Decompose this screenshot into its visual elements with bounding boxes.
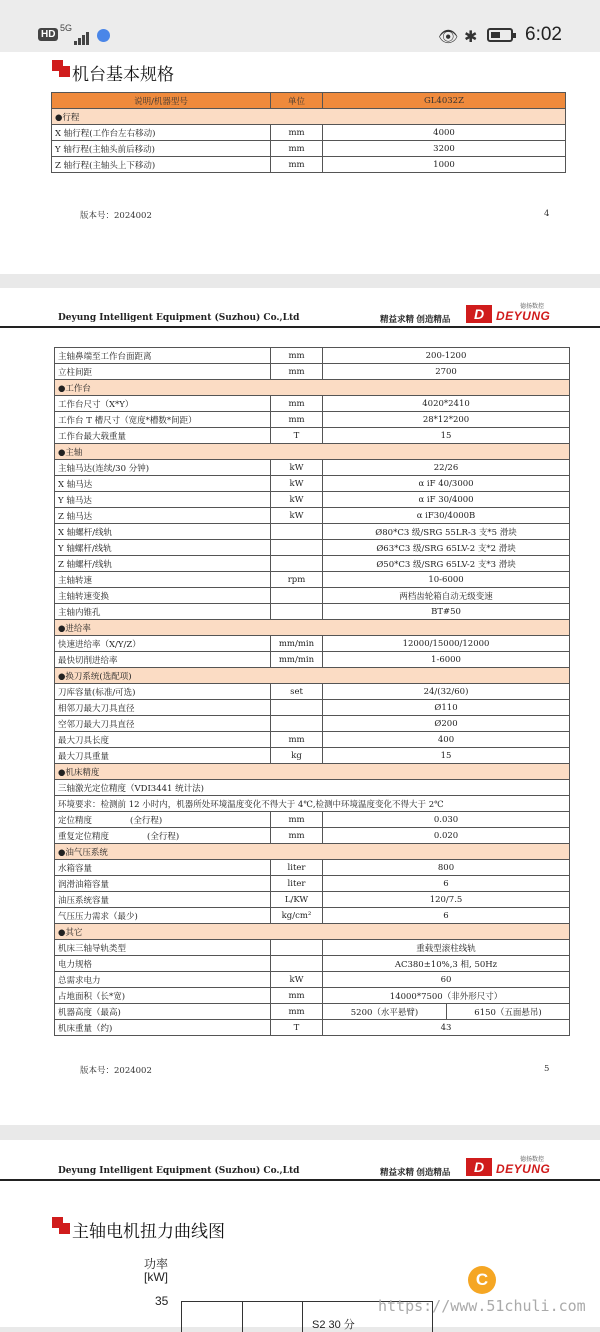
company-logo: D DEYUNG 德扬数控 <box>466 1156 552 1178</box>
table-row: 润滑油箱容量 liter 6 <box>55 876 570 892</box>
clock: 6:02 <box>525 24 562 45</box>
header-divider <box>0 1179 600 1181</box>
table-row: 主轴鼻端至工作台面距离 mm 200-1200 <box>55 348 570 364</box>
app-notification-icon <box>97 29 110 42</box>
slogan: 精益求精 创造精品 <box>380 1167 451 1177</box>
table-row: 立柱间距 mm 2700 <box>55 364 570 380</box>
table-row: Z 轴马达 kW α iF30/4000B <box>55 508 570 524</box>
table-row: 电力规格 AC380±10%,3 相, 50Hz <box>55 956 570 972</box>
company-name: Deyung Intelligent Equipment (Suzhou) Co.,Ltd <box>58 1166 300 1176</box>
table-row: 主轴马达(连续/30 分钟) kW 22/26 <box>55 460 570 476</box>
section-row: ●其它 <box>55 924 570 940</box>
table-header-row: 说明/机器型号 单位 GL4032Z <box>52 93 566 109</box>
table-row: X 轴马达 kW α iF 40/3000 <box>55 476 570 492</box>
bluetooth-icon: ✱ <box>464 29 478 46</box>
status-bar <box>0 0 600 52</box>
table-row: 水箱容量 liter 800 <box>55 860 570 876</box>
logo-mark-icon: D <box>466 305 492 323</box>
chart-y-tick: 35 <box>155 1294 169 1308</box>
section-row: ●换刀系统(选配项) <box>55 668 570 684</box>
table-row: 工作台 T 槽尺寸（宽度*槽数*间距） mm 28*12*200 <box>55 412 570 428</box>
table-row: 环境要求：检测前 12 小时内，机器所处环境温度变化不得大于 4℃,检测中环境温度变化不得大于 2℃ <box>55 796 570 812</box>
table-row: 最大刀具重量 kg 15 <box>55 748 570 764</box>
spec-table <box>54 347 570 1036</box>
section-row: ●工作台 <box>55 380 570 396</box>
table-row: 最大刀具长度 mm 400 <box>55 732 570 748</box>
table-row: 三轴激光定位精度（VDI3441 统计法) <box>55 780 570 796</box>
table-row: 空邻刀最大刀具直径 Ø200 <box>55 716 570 732</box>
table-row: Y 轴螺杆/线轨 Ø63*C3 级/SRG 65LV-2 支*2 滑块 <box>55 540 570 556</box>
table-row: 工作台尺寸（X*Y） mm 4020*2410 <box>55 396 570 412</box>
table-row: 最快切削进给率 mm/min 1-6000 <box>55 652 570 668</box>
table-row: Y 轴马达 kW α iF 30/4000 <box>55 492 570 508</box>
section-row: ●行程 <box>52 109 566 125</box>
table-row: 机床重量（约) T 43 <box>55 1020 570 1036</box>
company-name: Deyung Intelligent Equipment (Suzhou) Co.,Ltd <box>58 313 300 323</box>
document-page-6: Deyung Intelligent Equipment (Suzhou) Co.,Ltd 精益求精 创造精品 D DEYUNG 德扬数控 主轴电机扭力曲线图 功率 [kW] 35 S2 30 分 <box>0 1140 600 1327</box>
network-type: 5G <box>60 23 73 33</box>
spec-table <box>51 92 566 173</box>
table-row: Z 轴行程(主轴头上下移动) mm 1000 <box>52 157 566 173</box>
table-row: 机器高度（最高) mm 5200（水平悬臂) 6150（五面悬吊) <box>55 1004 570 1020</box>
table-row: 主轴转速变换 两档齿轮箱自动无级变速 <box>55 588 570 604</box>
watermark-logo-icon: C <box>468 1266 496 1294</box>
section-row: ●进给率 <box>55 620 570 636</box>
company-logo: D DEYUNG 德扬数控 <box>466 303 552 325</box>
logo-mark-icon: D <box>466 1158 492 1176</box>
section-row: ●主轴 <box>55 444 570 460</box>
table-row: 快速进给率（X/Y/Z） mm/min 12000/15000/12000 <box>55 636 570 652</box>
table-row: 相邻刀最大刀具直径 Ø110 <box>55 700 570 716</box>
table-row: 总需求电力 kW 60 <box>55 972 570 988</box>
table-row: 机床三轴导轨类型 重载型滚柱线轨 <box>55 940 570 956</box>
battery-icon <box>487 28 513 42</box>
watermark-url: https://www.51chuli.com <box>378 1297 586 1315</box>
version-label: 版本号：2024002 <box>80 1066 152 1076</box>
section-row: ●油气压系统 <box>55 844 570 860</box>
signal-icon <box>74 27 90 45</box>
table-row: 工作台最大载重量 T 15 <box>55 428 570 444</box>
table-row: Z 轴螺杆/线轨 Ø50*C3 级/SRG 65LV-2 支*3 滑块 <box>55 556 570 572</box>
chart-y-label: 功率 [kW] <box>144 1257 169 1284</box>
document-page-4: 机台基本规格 说明/机器型号 单位 GL4032Z ●行程 X 轴行程(工作台左右移动) mm 4000 Y 轴行程(主轴头前后移动) mm 3200 Z 轴行程(主轴头上下移动) mm 1000 版本号：2024002 4 <box>0 52 600 274</box>
table-row: 主轴转速 rpm 10-6000 <box>55 572 570 588</box>
document-page-5 <box>0 288 600 1125</box>
table-row: 重复定位精度 (全行程) mm 0.020 <box>55 828 570 844</box>
curve-label: S2 30 分 <box>312 1319 355 1331</box>
page-number: 4 <box>544 209 550 219</box>
page-number: 5 <box>544 1064 550 1074</box>
version-label: 版本号：2024002 <box>80 211 152 221</box>
slogan: 精益求精 创造精品 <box>380 314 451 324</box>
table-row: 主轴内锥孔 BT#50 <box>55 604 570 620</box>
table-row: 气压压力需求（最少) kg/cm² 6 <box>55 908 570 924</box>
table-row: 定位精度 (全行程) mm 0.030 <box>55 812 570 828</box>
section-row: ●机床精度 <box>55 764 570 780</box>
hd-icon: HD <box>38 28 58 41</box>
table-row: 刀库容量(标准/可选) set 24/(32/60) <box>55 684 570 700</box>
table-row: X 轴螺杆/线轨 Ø80*C3 级/SRG 55LR-3 支*5 滑块 <box>55 524 570 540</box>
table-row: 占地面积（长*宽) mm 14000*7500（非外形尺寸） <box>55 988 570 1004</box>
eye-icon: 👁 <box>438 29 459 46</box>
header-divider <box>0 326 600 328</box>
table-row: X 轴行程(工作台左右移动) mm 4000 <box>52 125 566 141</box>
table-row: 油压系统容量 L/KW 120/7.5 <box>55 892 570 908</box>
table-row: Y 轴行程(主轴头前后移动) mm 3200 <box>52 141 566 157</box>
